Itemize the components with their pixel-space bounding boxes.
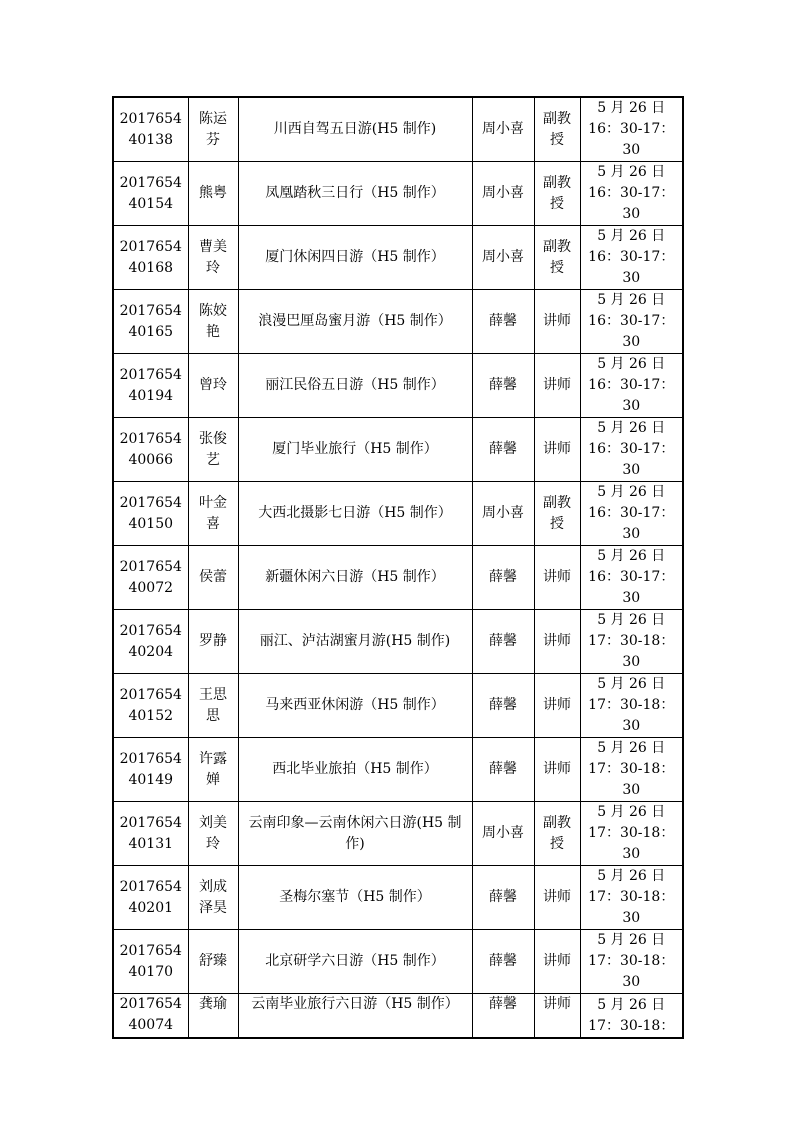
student-id-line1: 2017654 <box>119 558 182 575</box>
advisor-rank-line1: 讲师 <box>543 313 571 329</box>
advisor-rank-line1: 副教 <box>543 814 571 831</box>
advisor-name-cell: 薛馨 <box>472 994 534 1039</box>
defense-time-cell <box>580 930 683 994</box>
student-id-line1: 2017654 <box>119 238 182 255</box>
defense-time-range: 17：30-18： <box>588 889 675 905</box>
project-title-cell: 川西自驾五日游(H5 制作) <box>238 97 472 162</box>
student-name-cell <box>188 674 238 738</box>
advisor-rank-line2: 授 <box>550 195 564 212</box>
advisor-name-cell: 薛馨 <box>472 610 534 674</box>
project-title-cell: 云南毕业旅行六日游（H5 制作） <box>238 994 472 1039</box>
defense-time-end: 30 <box>622 654 641 670</box>
student-id-line2: 40152 <box>128 707 174 724</box>
student-name-line1: 罗静 <box>199 633 227 649</box>
advisor-rank-line1: 讲师 <box>543 953 571 969</box>
defense-time-end: 30 <box>622 718 641 734</box>
defense-time-cell <box>580 738 683 802</box>
advisor-name-cell: 薛馨 <box>472 930 534 994</box>
table-row <box>113 802 683 866</box>
defense-time-range: 17：30-18： <box>588 697 675 713</box>
student-name-cell <box>188 994 238 1039</box>
advisor-rank-cell <box>534 162 580 226</box>
defense-time-cell <box>580 546 683 610</box>
student-name-cell <box>188 802 238 866</box>
student-name-line1: 刘成 <box>199 878 227 895</box>
student-id-cell <box>113 482 188 546</box>
advisor-name-cell: 薛馨 <box>472 674 534 738</box>
defense-date: 5 月 26 日 <box>597 484 666 500</box>
defense-time-end: 30 <box>622 910 641 926</box>
project-title-cell: 大西北摄影七日游（H5 制作） <box>238 482 472 546</box>
student-id-cell <box>113 97 188 162</box>
project-title-cell: 西北毕业旅拍（H5 制作） <box>238 738 472 802</box>
defense-time-end: 30 <box>622 974 641 990</box>
student-id-line2: 40154 <box>128 195 174 212</box>
table-row <box>113 97 683 162</box>
student-name-line2: 婵 <box>206 771 220 788</box>
student-name-line1: 熊粤 <box>199 185 227 201</box>
student-id-line1: 2017654 <box>119 686 182 703</box>
defense-time-cell <box>580 802 683 866</box>
project-title-cell: 圣梅尔塞节（H5 制作） <box>238 866 472 930</box>
student-name-line1: 许露 <box>199 750 227 767</box>
project-title-cell: 厦门休闲四日游（H5 制作） <box>238 226 472 290</box>
student-id-line2: 40170 <box>128 963 174 980</box>
student-id-cell <box>113 994 188 1039</box>
student-id-line2: 40165 <box>128 323 174 340</box>
project-title-cell: 浪漫巴厘岛蜜月游（H5 制作） <box>238 290 472 354</box>
student-name-line1: 王思 <box>199 686 227 703</box>
student-id-line2: 40150 <box>128 515 174 532</box>
defense-time-range: 17：30-18： <box>588 761 675 777</box>
defense-time-range: 16：30-17： <box>588 121 675 137</box>
defense-time-range: 17：30-18： <box>588 825 675 841</box>
advisor-rank-line1: 副教 <box>543 494 571 511</box>
student-id-line1: 2017654 <box>119 878 182 895</box>
advisor-rank-line1: 讲师 <box>543 697 571 713</box>
student-name-line2: 玲 <box>206 835 220 852</box>
advisor-rank-line1: 讲师 <box>543 633 571 649</box>
table-row <box>113 418 683 482</box>
advisor-rank-cell <box>534 802 580 866</box>
defense-date: 5 月 26 日 <box>597 997 666 1013</box>
student-id-cell <box>113 546 188 610</box>
student-name-line2: 思 <box>206 707 220 724</box>
advisor-rank-line1: 讲师 <box>543 889 571 905</box>
advisor-rank-line2: 授 <box>550 835 564 852</box>
advisor-name-cell: 周小喜 <box>472 802 534 866</box>
defense-time-end: 30 <box>622 142 641 158</box>
student-name-line2: 泽昊 <box>199 899 227 916</box>
advisor-rank-line2: 授 <box>550 131 564 148</box>
student-name-line1: 龚瑜 <box>199 996 227 1012</box>
student-id-line1: 2017654 <box>119 430 182 447</box>
project-title-cell: 丽江、泸沽湖蜜月游(H5 制作) <box>238 610 472 674</box>
defense-time-range: 16：30-17： <box>588 377 675 393</box>
defense-date: 5 月 26 日 <box>597 420 666 436</box>
advisor-name-cell: 薛馨 <box>472 418 534 482</box>
advisor-rank-line1: 副教 <box>543 174 571 191</box>
student-name-cell <box>188 162 238 226</box>
student-id-line1: 2017654 <box>119 366 182 383</box>
defense-time-end: 30 <box>622 526 641 542</box>
student-name-cell <box>188 866 238 930</box>
defense-date: 5 月 26 日 <box>597 548 666 564</box>
advisor-name-cell: 周小喜 <box>472 482 534 546</box>
student-id-line2: 40072 <box>128 579 174 596</box>
table-row <box>113 546 683 610</box>
advisor-rank-cell <box>534 226 580 290</box>
student-id-line2: 40194 <box>128 387 174 404</box>
student-name-line2: 芬 <box>206 131 220 148</box>
defense-time-cell <box>580 674 683 738</box>
advisor-rank-line1: 讲师 <box>543 569 571 585</box>
defense-date: 5 月 26 日 <box>597 676 666 692</box>
defense-time-end: 30 <box>622 462 641 478</box>
advisor-rank-cell <box>534 674 580 738</box>
student-id-cell <box>113 802 188 866</box>
defense-time-end: 30 <box>622 398 641 414</box>
schedule-table <box>112 96 684 1039</box>
defense-time-end: 30 <box>622 846 641 862</box>
student-name-cell <box>188 738 238 802</box>
student-id-cell <box>113 610 188 674</box>
defense-time-cell <box>580 482 683 546</box>
student-id-cell <box>113 866 188 930</box>
table-row <box>113 674 683 738</box>
table-row <box>113 610 683 674</box>
student-id-cell <box>113 162 188 226</box>
defense-time-range: 16：30-17： <box>588 441 675 457</box>
student-name-line1: 曾玲 <box>199 377 227 393</box>
student-id-line2: 40204 <box>128 643 174 660</box>
advisor-rank-line1: 副教 <box>543 238 571 255</box>
student-name-cell <box>188 546 238 610</box>
advisor-name-cell: 周小喜 <box>472 226 534 290</box>
table-row <box>113 354 683 418</box>
student-id-line2: 40066 <box>128 451 174 468</box>
student-name-line1: 侯蕾 <box>199 569 227 585</box>
table-row <box>113 994 683 1039</box>
student-id-line1: 2017654 <box>119 494 182 511</box>
student-id-line2: 40168 <box>128 259 174 276</box>
student-id-line2: 40201 <box>128 899 174 916</box>
defense-date: 5 月 26 日 <box>597 612 666 628</box>
table-row <box>113 482 683 546</box>
advisor-rank-cell <box>534 482 580 546</box>
student-name-line1: 刘美 <box>199 814 227 831</box>
defense-time-range: 16：30-17： <box>588 249 675 265</box>
student-id-line2: 40149 <box>128 771 174 788</box>
project-title-cell: 云南印象—云南休闲六日游(H5 制作) <box>238 802 472 866</box>
student-id-cell <box>113 674 188 738</box>
project-title-cell: 厦门毕业旅行（H5 制作） <box>238 418 472 482</box>
defense-date: 5 月 26 日 <box>597 100 666 116</box>
student-name-line1: 陈姣 <box>199 302 227 319</box>
advisor-name-cell: 周小喜 <box>472 97 534 162</box>
student-id-line1: 2017654 <box>119 302 182 319</box>
defense-time-end: 30 <box>622 206 641 222</box>
advisor-rank-cell <box>534 354 580 418</box>
student-id-cell <box>113 226 188 290</box>
student-name-cell <box>188 97 238 162</box>
advisor-rank-cell <box>534 418 580 482</box>
student-id-cell <box>113 930 188 994</box>
defense-time-end: 30 <box>622 270 641 286</box>
advisor-rank-line1: 副教 <box>543 110 571 127</box>
table-row <box>113 738 683 802</box>
advisor-name-cell: 薛馨 <box>472 354 534 418</box>
student-name-line1: 叶金 <box>199 494 227 511</box>
advisor-rank-cell <box>534 610 580 674</box>
project-title-cell: 新疆休闲六日游（H5 制作） <box>238 546 472 610</box>
defense-date: 5 月 26 日 <box>597 164 666 180</box>
student-id-line1: 2017654 <box>119 942 182 959</box>
student-name-cell <box>188 482 238 546</box>
defense-time-end: 30 <box>622 782 641 798</box>
defense-date: 5 月 26 日 <box>597 228 666 244</box>
advisor-rank-cell <box>534 866 580 930</box>
defense-time-range: 17：30-18： <box>588 633 675 649</box>
student-name-line1: 曹美 <box>199 238 227 255</box>
defense-date: 5 月 26 日 <box>597 292 666 308</box>
defense-time-cell <box>580 418 683 482</box>
student-id-line1: 2017654 <box>119 110 182 127</box>
defense-time-range: 16：30-17： <box>588 505 675 521</box>
defense-date: 5 月 26 日 <box>597 356 666 372</box>
student-name-line1: 陈运 <box>199 110 227 127</box>
defense-time-range: 16：30-17： <box>588 185 675 201</box>
student-id-line1: 2017654 <box>119 622 182 639</box>
table-row <box>113 162 683 226</box>
defense-date: 5 月 26 日 <box>597 932 666 948</box>
student-name-cell <box>188 610 238 674</box>
student-name-cell <box>188 418 238 482</box>
student-name-cell <box>188 290 238 354</box>
project-title-cell: 凤凰踏秋三日行（H5 制作） <box>238 162 472 226</box>
student-id-cell <box>113 418 188 482</box>
student-id-line1: 2017654 <box>119 814 182 831</box>
defense-time-cell <box>580 226 683 290</box>
advisor-rank-line2: 授 <box>550 515 564 532</box>
student-name-line1: 舒臻 <box>199 953 227 969</box>
advisor-name-cell: 薛馨 <box>472 546 534 610</box>
defense-time-end: 30 <box>622 590 641 606</box>
student-name-cell <box>188 226 238 290</box>
student-name-line2: 艺 <box>206 451 220 468</box>
defense-date: 5 月 26 日 <box>597 740 666 756</box>
table-body <box>113 97 683 1038</box>
advisor-rank-cell <box>534 546 580 610</box>
defense-date: 5 月 26 日 <box>597 804 666 820</box>
student-id-line1: 2017654 <box>119 996 182 1012</box>
advisor-rank-cell <box>534 290 580 354</box>
student-id-line2: 40138 <box>128 131 174 148</box>
defense-time-cell <box>580 290 683 354</box>
defense-time-range: 16：30-17： <box>588 569 675 585</box>
project-title-cell: 丽江民俗五日游（H5 制作） <box>238 354 472 418</box>
advisor-rank-line1: 讲师 <box>543 996 571 1012</box>
table-row <box>113 226 683 290</box>
defense-time-range: 16：30-17： <box>588 313 675 329</box>
table-row <box>113 930 683 994</box>
advisor-rank-line1: 讲师 <box>543 441 571 457</box>
student-id-cell <box>113 290 188 354</box>
project-title-cell: 北京研学六日游（H5 制作） <box>238 930 472 994</box>
table-row <box>113 290 683 354</box>
student-id-line1: 2017654 <box>119 174 182 191</box>
defense-time-cell <box>580 994 683 1039</box>
student-name-line2: 艳 <box>206 323 220 340</box>
advisor-rank-line2: 授 <box>550 259 564 276</box>
advisor-name-cell: 薛馨 <box>472 866 534 930</box>
table-row <box>113 866 683 930</box>
student-id-cell <box>113 738 188 802</box>
student-name-cell <box>188 930 238 994</box>
defense-time-cell <box>580 97 683 162</box>
student-id-cell <box>113 354 188 418</box>
student-id-line1: 2017654 <box>119 750 182 767</box>
defense-time-cell <box>580 866 683 930</box>
advisor-rank-line1: 讲师 <box>543 377 571 393</box>
student-name-line1: 张俊 <box>199 430 227 447</box>
student-name-line2: 喜 <box>206 515 220 532</box>
defense-time-range: 17：30-18： <box>588 1018 675 1034</box>
defense-date: 5 月 26 日 <box>597 868 666 884</box>
defense-time-cell <box>580 162 683 226</box>
student-id-line2: 40074 <box>128 1017 174 1033</box>
defense-time-cell <box>580 354 683 418</box>
advisor-rank-cell <box>534 994 580 1039</box>
student-name-cell <box>188 354 238 418</box>
defense-time-end: 30 <box>622 334 641 350</box>
advisor-rank-cell <box>534 738 580 802</box>
advisor-name-cell: 周小喜 <box>472 162 534 226</box>
advisor-rank-line1: 讲师 <box>543 761 571 777</box>
advisor-rank-cell <box>534 97 580 162</box>
defense-time-range: 17：30-18： <box>588 953 675 969</box>
advisor-rank-cell <box>534 930 580 994</box>
defense-time-cell <box>580 610 683 674</box>
project-title-cell: 马来西亚休闲游（H5 制作） <box>238 674 472 738</box>
student-id-line2: 40131 <box>128 835 174 852</box>
student-name-line2: 玲 <box>206 259 220 276</box>
advisor-name-cell: 薛馨 <box>472 290 534 354</box>
advisor-name-cell: 薛馨 <box>472 738 534 802</box>
